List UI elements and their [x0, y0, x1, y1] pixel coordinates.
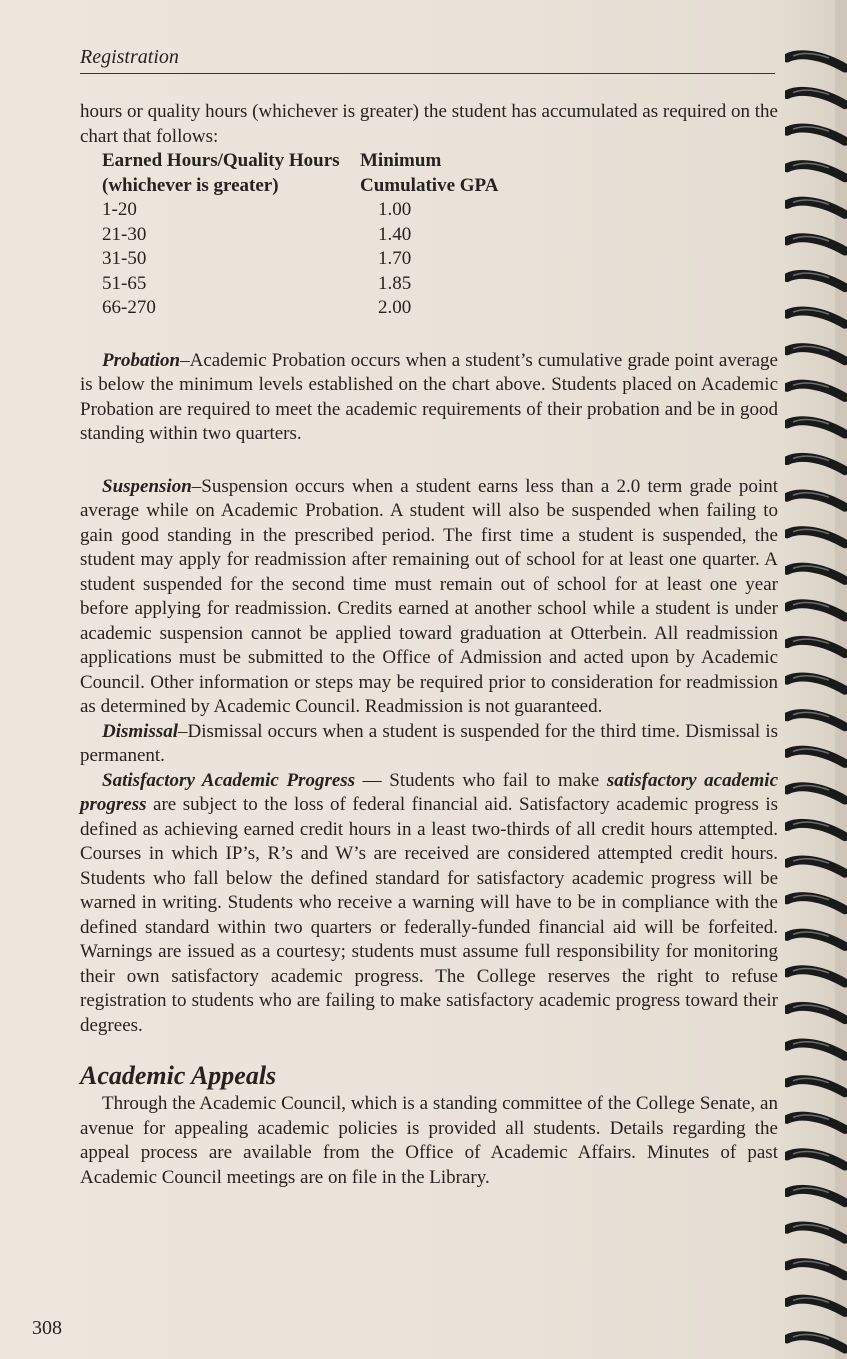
- sap-paragraph: [80, 769, 778, 1039]
- spiral-binding: [785, 0, 847, 1359]
- probation-text: –Academic Probation occurs when a student’s cumulative grade point average is below the minimum levels established on the chart above. Students placed on Academic Probation are required to meet the academic requirements of their probation and be in good standing within two quarters.: [80, 349, 778, 444]
- sap-term: Satisfactory Academic Progress: [102, 769, 356, 791]
- probation-term: Probation: [102, 349, 181, 371]
- gpa-cell: 1.00: [378, 199, 412, 220]
- gpa-cell: 1.70: [378, 248, 412, 269]
- page-number: 308: [32, 1317, 62, 1339]
- table-header-row: [102, 174, 498, 199]
- table-row: [102, 272, 498, 297]
- dismissal-text: –Dismissal occurs when a student is suspended for the third time. Dismissal is permanent.: [80, 720, 778, 766]
- gpa-cell: 1.40: [378, 223, 412, 245]
- probation-paragraph: [80, 349, 778, 447]
- hours-cell: 1-20: [102, 199, 137, 220]
- dismissal-term: Dismissal: [102, 720, 179, 742]
- gpa-header-line2: Cumulative GPA: [360, 174, 499, 196]
- table-row: [102, 198, 498, 223]
- gpa-cell: 1.85: [378, 272, 412, 294]
- suspension-paragraph: [80, 475, 778, 720]
- section-title-academic-appeals: Academic Appeals: [80, 1061, 277, 1090]
- hours-cell: 31-50: [102, 248, 147, 269]
- intro-paragraph: hours or quality hours (whichever is greater) the student has accumulated as required on the chart that follows:: [80, 101, 778, 147]
- sap-text-b: are subject to the loss of federal financial aid. Satisfactory academic progress is defined as achieving earned credit hours in a least two-thirds of all credit hours attempted. Courses in which IP’s, R’s and W’s are received are considered attempted credit hours. Students who fall below the defined standard for satisfactory academic progress will be warned in writing. Students who receive a warning will have to be in compliance with the defined standard within two quarters or federally-funded financial aid will be forfeited. Warnings are issued as a courtesy; students must assume full responsibility for monitoring their own satisfactory academic progress. The College reserves the right to refuse registration to students who are failing to make satisfactory academic progress toward their degrees.: [80, 794, 778, 1036]
- sap-text-a: — Students who fail to make: [355, 769, 607, 791]
- gpa-cell: 2.00: [378, 297, 412, 318]
- dismissal-paragraph: [80, 720, 778, 769]
- table-row: [102, 247, 498, 272]
- table-row: [102, 296, 498, 321]
- sap-emphasis: satisfactory academic progress: [80, 769, 778, 815]
- running-header: Registration: [80, 46, 775, 74]
- table-header-row: [102, 149, 498, 174]
- hours-header-line1: Earned Hours/Quality Hours: [102, 150, 340, 171]
- suspension-term: Suspension: [102, 475, 192, 497]
- page-body: [80, 100, 778, 1190]
- hours-cell: 21-30: [102, 223, 147, 245]
- table-row: [102, 223, 498, 248]
- page-edge-shadow: [835, 0, 847, 1359]
- hours-cell: 51-65: [102, 272, 147, 294]
- appeals-paragraph: Through the Academic Council, which is a standing committee of the College Senate, an avenue for appealing academic policies is provided all students. Details regarding the appeal process are available from the Office of Academic Affairs. Minutes of past Academic Council meetings are on file in the Library.: [80, 1093, 778, 1188]
- gpa-requirements-table: [102, 149, 498, 321]
- suspension-text: –Suspension occurs when a student earns less than a 2.0 term grade point average while on Academic Probation. A student will also be suspended when failing to gain good standing in the prescribed period. The first time a student is suspended, the student may apply for readmission after remaining out of school for at least one quarter. A student suspended for the second time must remain out of school for at least one year before applying for readmission. Credits earned at another school while a student is under academic suspension cannot be applied toward graduation at Otterbein. All readmission applications must be submitted to the Office of Admission and acted upon by Academic Council. Other information or steps may be required prior to consideration for readmission as determined by Academic Council. Readmission is not guaranteed.: [80, 475, 778, 717]
- hours-header-line2: (whichever is greater): [102, 174, 279, 196]
- gpa-header-line1: Minimum: [360, 150, 442, 171]
- hours-cell: 66-270: [102, 297, 156, 318]
